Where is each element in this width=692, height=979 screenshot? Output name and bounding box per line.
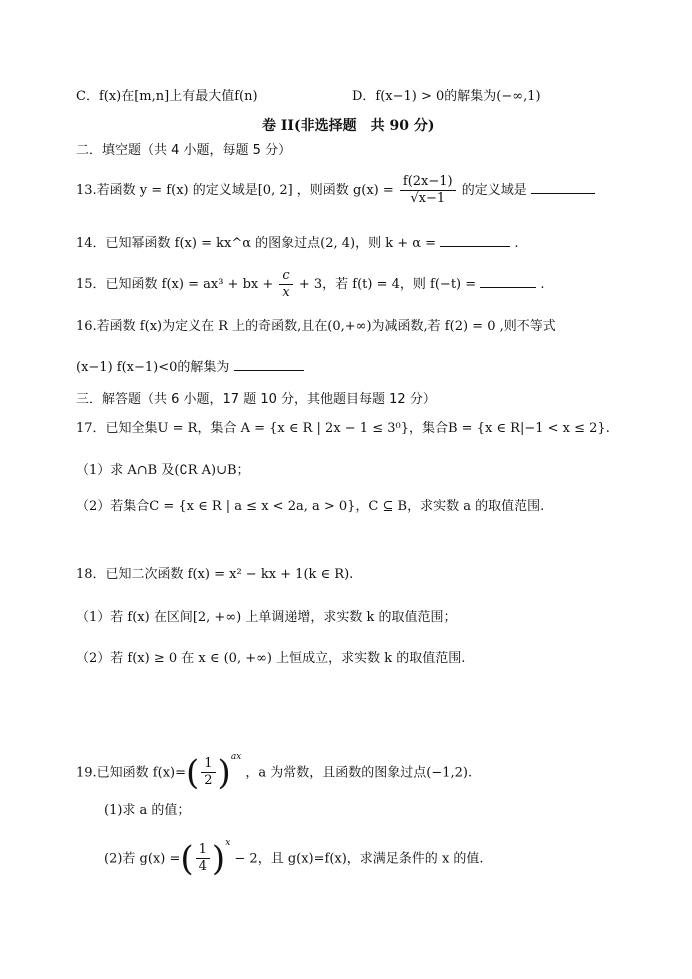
q13-numerator: f(2x−1) xyxy=(400,174,456,191)
q13-prefix: 13.若函数 y = f(x) 的定义域是[0, 2] ，则函数 g(x) = xyxy=(76,183,394,198)
q13-suffix: 的定义域是 xyxy=(461,183,527,198)
q19-p2-suffix: − 2，且 g(x)=f(x)，求满足条件的 x 的值. xyxy=(234,851,484,867)
option-d: D．f(x−1) > 0的解集为(−∞,1) xyxy=(352,89,541,104)
q19-numerator: 1 xyxy=(201,756,215,773)
question-16-line2 xyxy=(76,358,304,377)
q19-denominator: 2 xyxy=(204,773,213,789)
q15-suffix: + 3，若 f(t) = 4，则 f(−t) = xyxy=(298,277,477,292)
question-18: 18．已知二次函数 f(x) = x² − kx + 1(k ∈ R). xyxy=(76,567,354,582)
question-15 xyxy=(76,268,545,301)
q15-end: . xyxy=(540,277,545,292)
left-paren: ( xyxy=(186,752,200,793)
left-paren-2: ( xyxy=(180,838,194,879)
q19-mid: ，a 为常数，且函数的图象过点(−1,2). xyxy=(245,765,473,781)
question-16-line1: 16.若函数 f(x)为定义在 R 上的奇函数,且在(0,+∞)为减函数,若 f(2) = 0 ,则不等式 xyxy=(76,319,556,334)
q14-text: 14．已知幂函数 f(x) = kx^α 的图象过点(2, 4)，则 k + α = xyxy=(76,236,437,251)
question-13 xyxy=(76,174,595,207)
question-17: 17．已知全集U = R，集合 A = {x ∈ R | 2x − 1 ≤ 3⁰}，集合B = {x ∈ R|−1 < x ≤ 2}. xyxy=(76,421,610,436)
q19-fraction xyxy=(201,756,215,789)
question-19-part2 xyxy=(104,838,484,879)
q15-denominator: x xyxy=(282,285,290,300)
answer-blank-16[interactable] xyxy=(234,358,304,371)
q13-denominator: √x−1 xyxy=(410,191,446,206)
answer-blank-15[interactable] xyxy=(480,275,536,288)
question-17-part2: （2）若集合C = {x ∈ R | a ≤ x < 2a, a > 0}，C ⊆ B，求实数 a 的取值范围. xyxy=(76,499,545,514)
q19-prefix: 19.已知函数 f(x)= xyxy=(76,765,186,781)
q13-fraction xyxy=(400,174,456,207)
question-19 xyxy=(76,752,473,793)
q16-line2-text: (x−1) f(x−1)<0的解集为 xyxy=(76,360,230,375)
q15-numerator: c xyxy=(279,268,292,285)
answer-blank-13[interactable] xyxy=(531,181,595,194)
q15-prefix: 15．已知函数 f(x) = ax³ + bx + xyxy=(76,277,274,292)
q19-numerator-2: 1 xyxy=(196,842,210,859)
q19-p2-prefix: (2)若 g(x) = xyxy=(104,851,181,867)
q15-fraction xyxy=(279,268,292,301)
question-14 xyxy=(76,234,518,253)
fill-in-heading: 二．填空题（共 4 小题，每题 5 分） xyxy=(76,143,292,158)
question-17-part1: （1）求 A∩B 及(∁R A)∪B； xyxy=(76,463,250,478)
question-18-part2: （2）若 f(x) ≥ 0 在 x ∈ (0, +∞) 上恒成立，求实数 k 的取值范围. xyxy=(76,651,466,666)
answer-section-heading: 三．解答题（共 6 小题，17 题 10 分，其他题目每题 12 分） xyxy=(76,392,436,407)
right-paren: ) xyxy=(217,752,231,793)
q19-denominator-2: 4 xyxy=(198,859,207,875)
option-c: C．f(x)在[m,n]上有最大值f(n) xyxy=(76,89,258,104)
q19-exponent-2: x xyxy=(225,838,231,848)
question-18-part1: （1）若 f(x) 在区间[2, +∞) 上单调递增，求实数 k 的取值范围； xyxy=(76,610,457,625)
section-title: 卷 II(非选择题 共 90 分) xyxy=(262,118,435,134)
question-19-part1: (1)求 a 的值； xyxy=(104,803,191,818)
q19-fraction-2 xyxy=(196,842,210,875)
q14-end: . xyxy=(514,236,519,251)
q19-exponent: ax xyxy=(230,752,242,762)
right-paren-2: ) xyxy=(211,838,226,879)
answer-blank-14[interactable] xyxy=(440,234,510,247)
